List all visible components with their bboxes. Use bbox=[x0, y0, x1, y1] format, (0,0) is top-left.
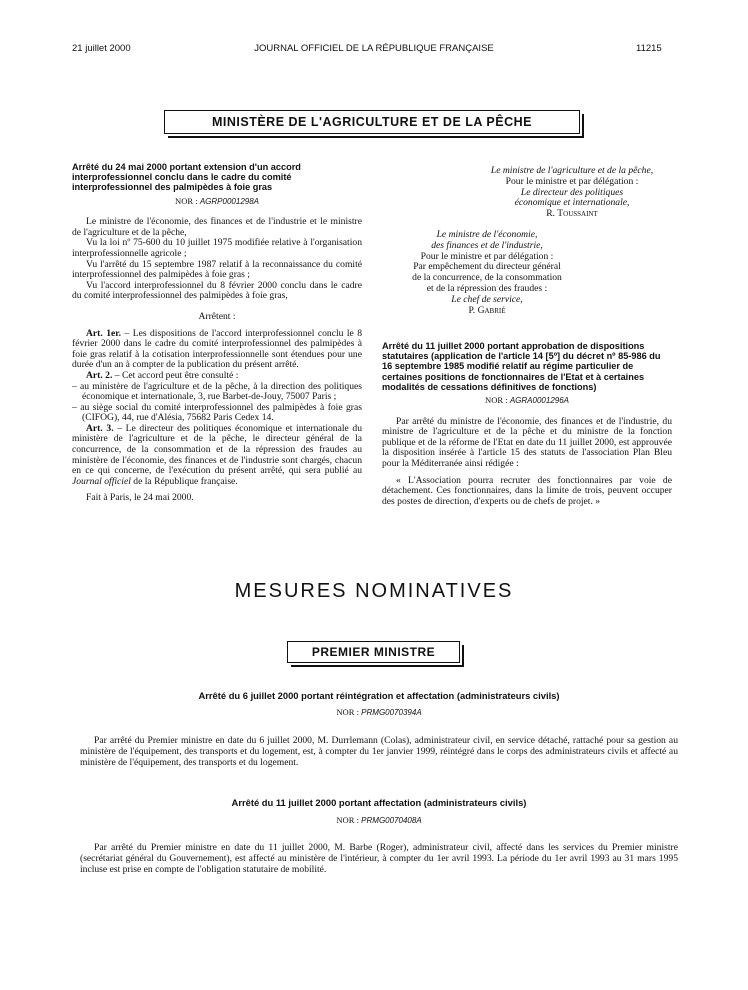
paragraph: Le ministre de l'économie, des finances et de l'industrie et le ministre de l'agriculture et de la pêche, bbox=[72, 216, 362, 238]
premier-ministre-box bbox=[287, 641, 460, 663]
decree-nor: NOR : PRMG0070408A bbox=[336, 815, 422, 825]
paragraph: Vu l'arrêté du 15 septembre 1987 relatif à la reconnaissance du comité interprofessionnel des palmipèdes à foie gras ; bbox=[72, 258, 362, 281]
ministry-heading: MINISTÈRE DE L'AGRICULTURE ET DE LA PÊCHE bbox=[211, 115, 532, 129]
decree-title-6-juillet: Arrêté du 6 juillet 2000 portant réintégration et affectation (administrateurs civils) bbox=[198, 690, 560, 701]
right-column-signatures: Le ministre de l'agriculture et de la pêche, Pour le ministre et par délégation : Le directeur des politiques économique et internationale, R. Toussaint Le ministre de l'économie, des finances et de l'industrie, Pour le ministre et par délégation : Par empêchement du directeur général de la concurrence, de la consommation et de la répression des fraudes : Le chef de service, P. Gabrié bbox=[382, 166, 672, 316]
paragraph: Par arrêté du ministre de l'économie, des finances et de l'industrie, du ministre de l'agriculture et de la pêche et du ministre de la fonction publique et de la réforme de l'Etat en date du 11 juillet 2000, est approuvée la disposition insérée à l'article 15 des statuts de l'association Plan Bleu pour la Méditerranée ainsi rédigée : bbox=[382, 415, 672, 469]
signatory-name: P. Gabrié bbox=[468, 304, 506, 316]
journal-title: JOURNAL OFFICIEL DE LA RÉPUBLIQUE FRANÇAISE bbox=[254, 43, 494, 54]
decree-nor: NOR : PRMG0070394A bbox=[336, 707, 422, 717]
arretent: Arrêtent : bbox=[198, 310, 236, 322]
decree-title-24-mai: Arrêté du 24 mai 2000 portant extension d'un accord interprofessionnel conclu dans le cadre du comité interprofessionnel des palmipèdes à foie gras bbox=[72, 162, 301, 193]
signature-date: Fait à Paris, le 24 mai 2000. bbox=[86, 492, 194, 504]
paragraph: Par arrêté du Premier ministre en date du 6 juillet 2000, M. Durrlemann (Colas), administrateur civil, en service détaché, rattaché pour sa gestion au ministère de l'équipement, des transports et du logement, est, à compter du 1er janvier 1999, réintégré dans le corps des administrateurs civils et affecté au ministère de l'équipement, des transports et du logement. bbox=[80, 735, 678, 768]
article-3: Art. 3. – Le directeur des politiques économique et internationale du ministère de l'agriculture et de la pêche, le directeur général de la concurrence, de la consommation et de la répression des fraudes au ministère de l'économie, des finances et de l'industrie sont chargés, chacun en ce qui concerne, de l'exécution du présent arrêté, qui sera publié au Journal officiel de la République française. bbox=[72, 422, 363, 487]
paragraph: Vu l'accord interprofessionnel du 8 février 2000 conclu dans le cadre du comité interprofessionnel des palmipèdes à foie gras, bbox=[72, 279, 362, 302]
decree-title-11-juillet: Arrêté du 11 juillet 2000 portant approbation de dispositions statutaires (application de l'article 14 [5º] du décret nº 85-986 du 16 septembre 1985 modifié relatif au régime particulier de certaines positions de fonctionnaires de l'Etat et à certaines modalités de cessations définitives de fonctions) bbox=[382, 341, 661, 392]
right-column-decree bbox=[382, 341, 672, 507]
header-date: 21 juillet 2000 bbox=[72, 43, 131, 54]
decree-nor: NOR : AGRP0001298A bbox=[175, 195, 259, 206]
signatory-name: R. Toussaint bbox=[546, 208, 598, 220]
list-item: – au siège social du comité interprofessionnel des palmipèdes à foie gras (CIFOG), 44, rue d'Alésia, 75682 Paris Cedex 14. bbox=[72, 401, 362, 424]
decree-title-11-juillet-affectation: Arrêté du 11 juillet 2000 portant affectation (administrateurs civils) bbox=[231, 797, 527, 808]
section-heading-mesures: MESURES NOMINATIVES bbox=[234, 580, 514, 602]
decree-nor: NOR : AGRA0001296A bbox=[485, 395, 569, 406]
paragraph: Vu la loi nº 75-600 du 10 juillet 1975 modifiée relative à l'organisation interprofessionnelle agricole ; bbox=[72, 237, 362, 259]
quoted-provision: « L'Association pourra recruter des fonctionnaires par voie de détachement. Ces fonctionnaires, dans la limite de trois, peuvent occuper des postes de direction, d'experts ou de chefs de projet. » bbox=[382, 474, 672, 507]
ministry-heading-box bbox=[164, 110, 580, 134]
premier-ministre-heading: PREMIER MINISTRE bbox=[311, 645, 436, 659]
article-1: Art. 1er. – Les dispositions de l'accord interprofessionnel conclu le 8 février 2000 dans le cadre du comité interprofessionnel des palmipèdes à foie gras relatif à la cotisation interprofessionnelle sont étendues pour une durée d'un an à compter de la publication du présent arrêté. bbox=[72, 327, 362, 371]
paragraph: Par arrêté du Premier ministre en date du 11 juillet 2000, M. Barbe (Roger), administrateur civil, affecté dans les services du Premier ministre (secrétariat général du Gouvernement), est affecté au ministère de l'intérieur, à compter du 1er avril 1993. La période du 1er avril 1993 au 31 mars 1995 incluse est prise en compte de l'obligation statutaire de mobilité. bbox=[80, 842, 678, 875]
page-number: 11215 bbox=[636, 43, 662, 54]
list-item: – au ministère de l'agriculture et de la pêche, à la direction des politiques économique et internationale, 3, rue Barbet-de-Jouy, 75007 Paris ; bbox=[72, 380, 362, 403]
left-column bbox=[72, 162, 362, 504]
article-2: Art. 2. – Cet accord peut être consulté : bbox=[86, 369, 239, 381]
